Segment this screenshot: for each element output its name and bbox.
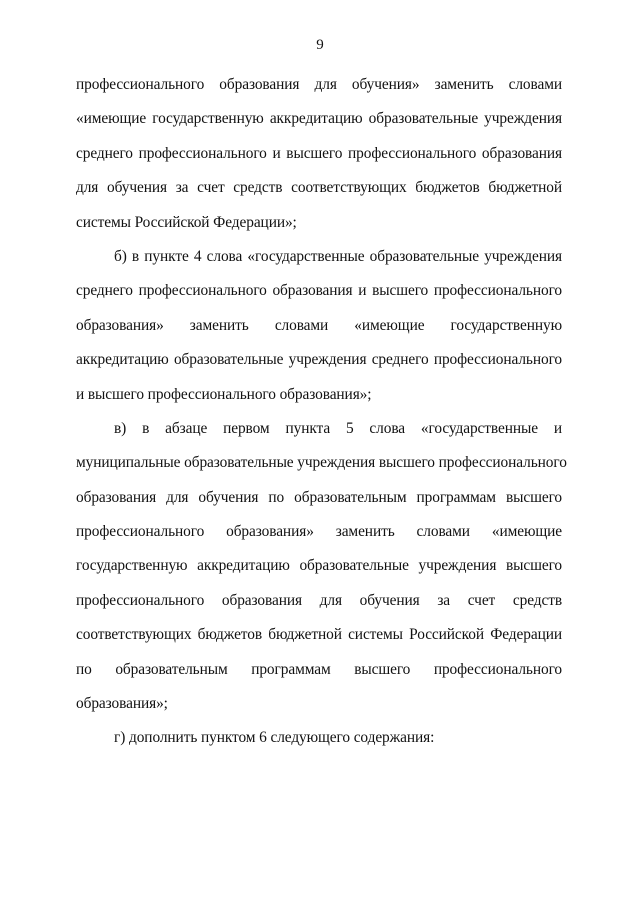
text-line: среднего профессионального и высшего профессионального образования — [76, 144, 562, 162]
text-line: среднего профессионального образования и высшего профессионального — [76, 282, 562, 300]
text-line: профессионального образования для обучения» заменить словами — [76, 76, 562, 93]
document-body — [76, 76, 567, 764]
text-line: б) в пункте 4 слова «государственные образовательные учреждения — [114, 247, 562, 265]
text-line: и высшего профессионального образования»; — [76, 385, 372, 403]
text-line: государственную аккредитацию образовательные учреждения высшего — [76, 557, 562, 575]
text-line: аккредитацию образовательные учреждения среднего профессионального — [76, 351, 562, 369]
text-line: в) в абзаце первом пункта 5 слова «государственные и — [114, 419, 562, 437]
text-line: образования» заменить словами «имеющие государственную — [76, 316, 562, 334]
text-line: профессионального образования для обучения за счет средств — [76, 591, 562, 609]
text-line: системы Российской Федерации»; — [76, 213, 297, 231]
page-number: 9 — [316, 37, 324, 53]
text-line: муниципальные образовательные учреждения высшего профессионального — [76, 454, 567, 472]
text-line: «имеющие государственную аккредитацию образовательные учреждения — [76, 110, 562, 128]
text-line: по образовательным программам высшего профессионального — [76, 660, 562, 678]
text-line: г) дополнить пунктом 6 следующего содержания: — [114, 729, 435, 747]
text-line: образования для обучения по образовательным программам высшего — [76, 488, 562, 506]
text-line: для обучения за счет средств соответствующих бюджетов бюджетной — [76, 179, 562, 197]
text-line: образования»; — [76, 695, 168, 713]
text-line: соответствующих бюджетов бюджетной системы Российской Федерации — [76, 626, 562, 644]
text-line: профессионального образования» заменить словами «имеющие — [76, 523, 562, 541]
